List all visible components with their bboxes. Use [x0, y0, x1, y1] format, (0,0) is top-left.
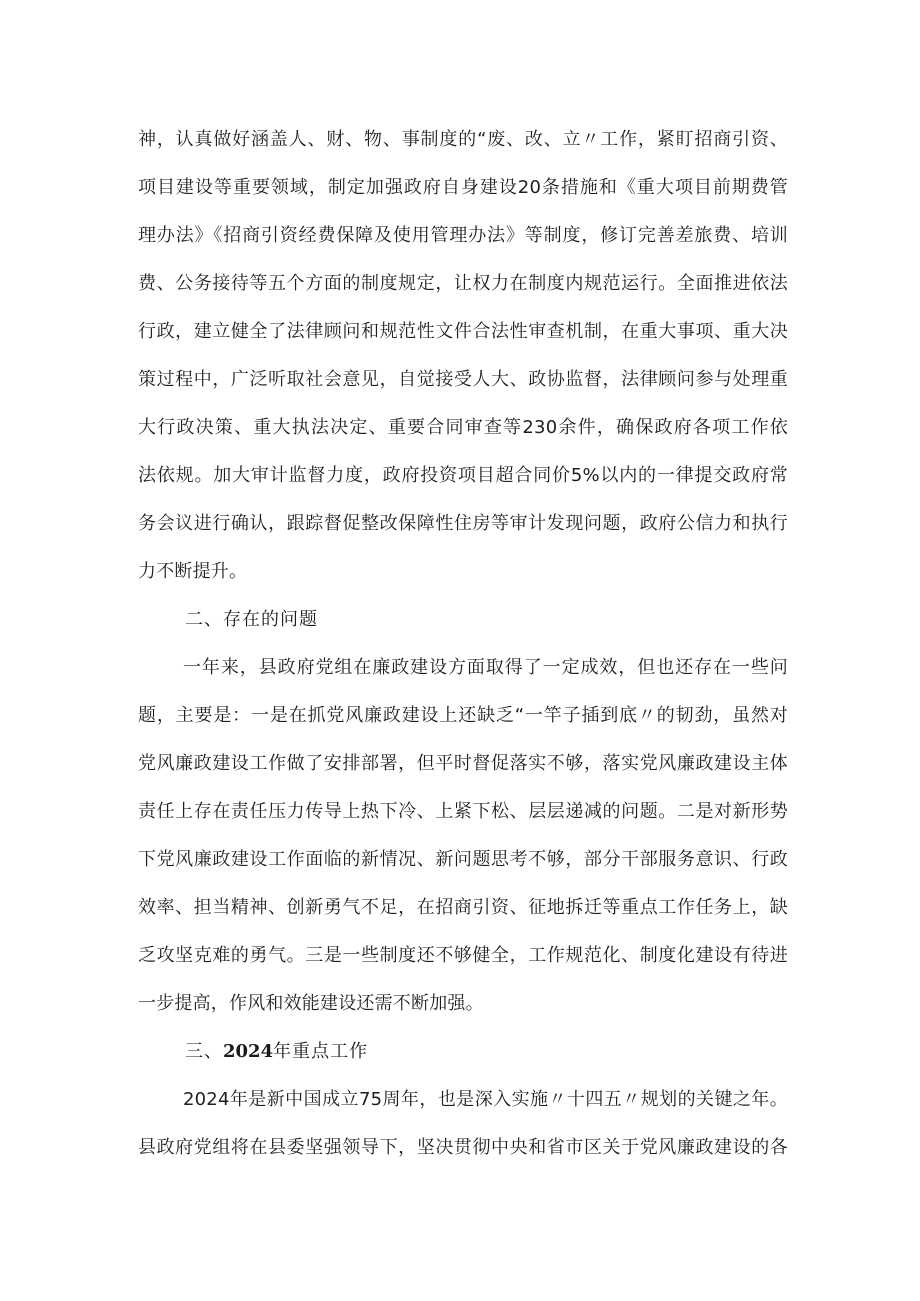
text-line: 一年来，县政府党组在廉政建设方面取得了一定成效，但也还存在一些问 — [183, 657, 788, 678]
text-line: 费、公务接待等五个方面的制度规定，让权力在制度内规范运行。全面推进依法 — [138, 273, 788, 294]
heading-year: 2024 — [223, 1041, 274, 1062]
text-line: 行政，建立健全了法律顾问和规范性文件合法性审查机制，在重大事项、重大决 — [138, 321, 788, 342]
text-line: 2024年是新中国成立75周年，也是深入实施〃十四五〃规划的关键之年。 — [183, 1089, 788, 1110]
text-line: 乏攻坚克难的勇气。三是一些制度还不够健全，工作规范化、制度化建设有待进 — [138, 945, 788, 966]
text-line: 责任上存在责任压力传导上热下冷、上紧下松、层层递减的问题。二是对新形势 — [138, 801, 788, 822]
text-line: 一步提高，作风和效能建设还需不断加强。 — [138, 993, 484, 1014]
body-paragraph-1 — [138, 116, 788, 596]
text-line: 务会议进行确认，跟踪督促整改保障性住房等审计发现问题，政府公信力和执行 — [138, 513, 788, 534]
heading-suffix: 年重点工作 — [273, 1041, 369, 1062]
text-line: 效率、担当精神、创新勇气不足，在招商引资、征地拆迁等重点工作任务上，缺 — [138, 897, 788, 918]
body-paragraph-3 — [138, 1076, 788, 1172]
text-line: 大行政决策、重大执法决定、重要合同审查等230余件，确保政府各项工作依 — [138, 417, 788, 438]
text-line: 力不断提升。 — [138, 561, 248, 582]
text-line: 县政府党组将在县委坚强领导下，坚决贯彻中央和省市区关于党风廉政建设的各 — [138, 1137, 788, 1158]
section-heading-key-work — [138, 1028, 788, 1076]
text-line: 法依规。加大审计监督力度，政府投资项目超合同价5%以内的一律提交政府常 — [138, 465, 788, 486]
text-line: 理办法》《招商引资经费保障及使用管理办法》等制度，修订完善差旅费、培训 — [138, 225, 788, 246]
document-body — [138, 116, 788, 1172]
section-heading-problems: 二、存在的问题 — [185, 609, 318, 630]
text-line: 项目建设等重要领域，制定加强政府自身建设20条措施和《重大项目前期费管 — [138, 177, 788, 198]
text-line: 神，认真做好涵盖人、财、物、事制度的“废、改、立〃工作，紧盯招商引资、 — [138, 129, 788, 150]
text-line: 下党风廉政建设工作面临的新情况、新问题思考不够，部分干部服务意识、行政 — [138, 849, 788, 870]
body-paragraph-2 — [138, 644, 788, 1028]
text-line: 党风廉政建设工作做了安排部署，但平时督促落实不够，落实党风廉政建设主体 — [138, 753, 788, 774]
heading-prefix: 三、 — [185, 1041, 223, 1062]
text-line: 策过程中，广泛听取社会意见，自觉接受人大、政协监督，法律顾问参与处理重 — [138, 369, 788, 390]
text-line: 题，主要是：一是在抓党风廉政建设上还缺乏“一竿子插到底〃的韧劲，虽然对 — [138, 705, 788, 726]
